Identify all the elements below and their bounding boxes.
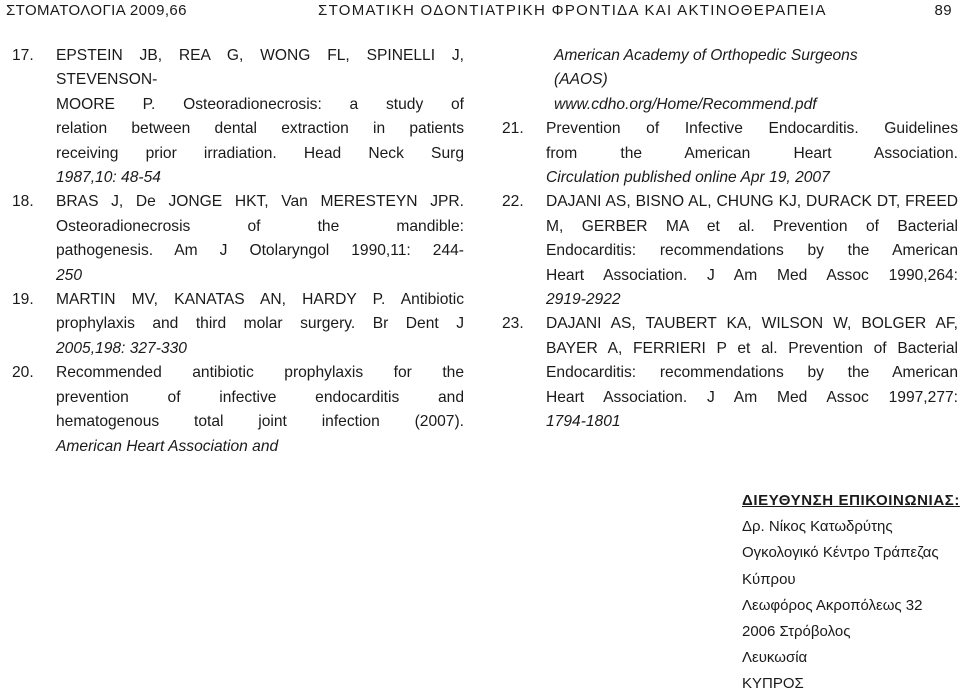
reference-line: MARTIN MV, KANATAS AN, HARDY P. Antibiotic [56, 291, 464, 309]
reference-number: 21. [502, 120, 524, 138]
continuation-line: (AAOS) [554, 71, 608, 89]
contact-line: Ογκολογικό Κέντρο Τράπεζας [742, 544, 939, 562]
reference-21 [502, 117, 958, 190]
reference-line: EPSTEIN JB, REA G, WONG FL, SPINELLI J, STEVENSON- [56, 47, 464, 89]
contact-line: Κύπρου [742, 570, 796, 588]
reference-line: 2919-2922 [546, 291, 621, 309]
reference-18 [12, 190, 464, 288]
reference-17 [12, 44, 464, 190]
continuation-line: American Academy of Orthopedic Surgeons [554, 47, 858, 64]
reference-line: M, GERBER MA et al. Prevention of Bacterial [546, 217, 958, 235]
reference-line: Prevention of Infective Endocarditis. Guidelines [546, 120, 958, 138]
reference-line: Circulation published online Apr 19, 2007 [546, 169, 830, 187]
running-header [0, 0, 960, 24]
reference-line: Endocarditis: recommendations by the American [546, 242, 958, 260]
reference-number: 22. [502, 193, 524, 211]
right-reference-list [502, 117, 958, 434]
reference-line: DAJANI AS, BISNO AL, CHUNG KJ, DURACK DT, FREED [546, 193, 958, 211]
reference-22 [502, 190, 958, 312]
reference-line: Osteoradionecrosis of the mandible: [56, 217, 464, 235]
reference-20-continuation [502, 44, 958, 117]
reference-23 [502, 312, 958, 434]
reference-line: BRAS J, De JONGE HKT, Van MERESTEYN JPR. [56, 193, 464, 211]
reference-line: from the American Heart Association. [546, 144, 958, 162]
contact-line: Λευκωσία [742, 649, 808, 667]
reference-line: MOORE P. Osteoradionecrosis: a study of [56, 95, 464, 113]
reference-line: hematogenous total joint infection (2007). [56, 413, 464, 431]
reference-line: BAYER A, FERRIERI P et al. Prevention of Bacterial [546, 339, 958, 357]
left-column-references [12, 44, 464, 459]
page-number: 89 [934, 2, 952, 19]
reference-line: Heart Association. J Am Med Assoc 1990,264: [546, 266, 958, 284]
contact-title: ΔΙΕΥΘΥΝΣΗ ΕΠΙΚΟΙΝΩΝΙΑΣ: [742, 492, 960, 509]
reference-number: 20. [12, 364, 34, 382]
reference-line: Endocarditis: recommendations by the American [546, 364, 958, 382]
reference-line: prophylaxis and third molar surgery. Br Dent J [56, 315, 464, 333]
reference-number: 18. [12, 193, 34, 211]
reference-line: DAJANI AS, TAUBERT KA, WILSON W, BOLGER AF, [546, 315, 958, 333]
reference-20 [12, 361, 464, 459]
section-title: ΣΤΟΜΑΤΙΚΗ ΟΔΟΝΤΙΑΤΡΙΚΗ ΦΡΟΝΤΙΔΑ ΚΑΙ ΑΚΤΙΝΟΘΕΡΑΠΕΙΑ [318, 2, 827, 19]
reference-line: prevention of infective endocarditis and [56, 388, 464, 406]
reference-line: American Heart Association and [56, 437, 279, 455]
reference-line: 2005,198: 327-330 [56, 339, 187, 357]
reference-number: 23. [502, 315, 524, 333]
reference-number: 17. [12, 47, 34, 64]
reference-line: pathogenesis. Am J Otolaryngol 1990,11: 244- [56, 242, 464, 260]
reference-line: receiving prior irradiation. Head Neck Surg [56, 144, 464, 162]
reference-line: 250 [56, 266, 83, 284]
reference-line: Heart Association. J Am Med Assoc 1997,277: [546, 388, 958, 406]
contact-lines [742, 514, 956, 697]
contact-line: Δρ. Νίκος Κατωδρύτης [742, 518, 893, 536]
right-column-references [502, 44, 958, 435]
reference-line: relation between dental extraction in patients [56, 120, 464, 138]
journal-name: ΣΤΟΜΑΤΟΛΟΓΙΑ 2009,66 [6, 2, 187, 19]
reference-number: 19. [12, 291, 34, 309]
reference-line: 1987,10: 48-54 [56, 169, 161, 187]
reference-19 [12, 288, 464, 361]
reference-line: Recommended antibiotic prophylaxis for the [56, 364, 464, 382]
contact-line: 2006 Στρόβολος [742, 623, 851, 641]
contact-address-block [742, 488, 960, 698]
continuation-line[interactable]: www.cdho.org/Home/Recommend.pdf [554, 95, 817, 113]
reference-line: 1794-1801 [546, 413, 621, 431]
contact-line: ΚΥΠΡΟΣ [742, 675, 804, 693]
contact-line: Λεωφόρος Ακροπόλεως 32 [742, 596, 923, 614]
